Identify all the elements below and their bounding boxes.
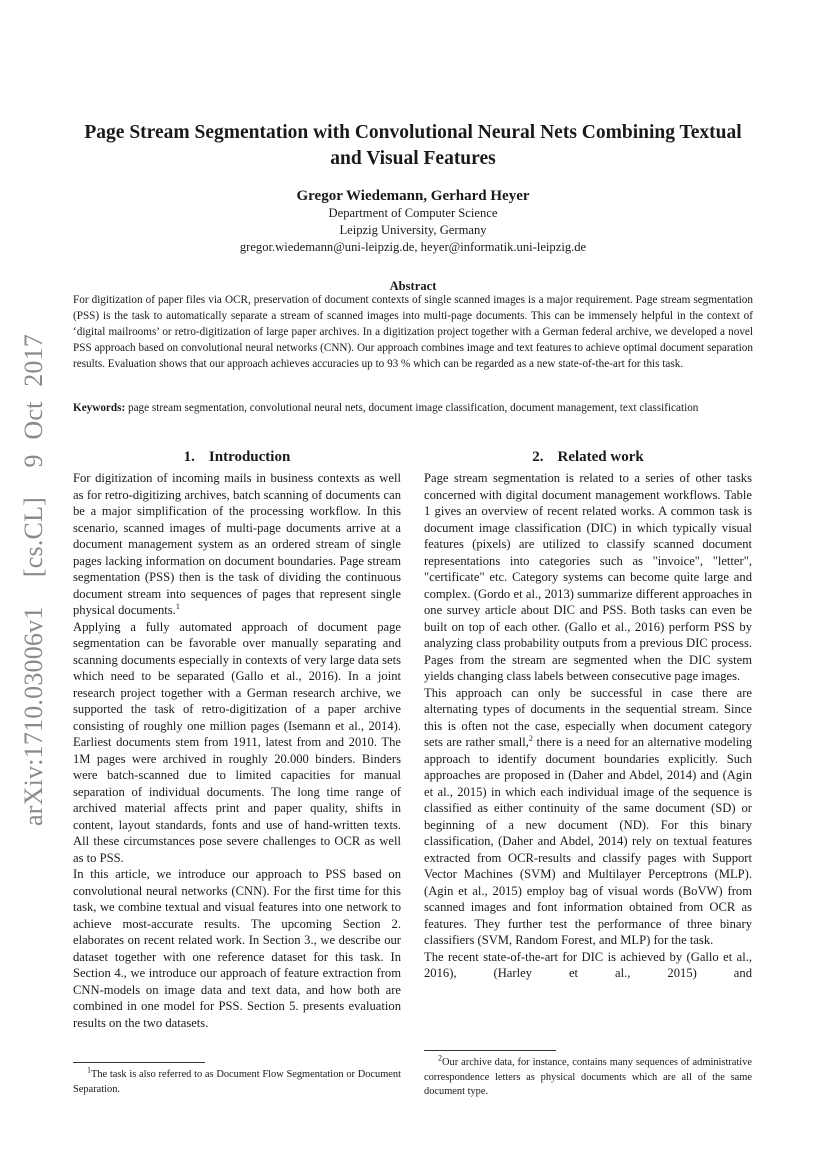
paragraph bbox=[424, 685, 752, 949]
arxiv-category: [cs.CL] bbox=[19, 496, 48, 578]
footnote-marker: 1 bbox=[87, 1065, 91, 1075]
right-column bbox=[424, 446, 752, 982]
arxiv-date: 9 Oct 2017 bbox=[19, 334, 48, 468]
footnote-area-right bbox=[424, 1050, 752, 1100]
arxiv-identifier-stamp bbox=[14, 334, 54, 826]
footnote-ref[interactable]: 1 bbox=[175, 601, 180, 611]
department: Department of Computer Science bbox=[328, 206, 498, 220]
footnote-ref[interactable]: 2 bbox=[528, 733, 533, 743]
section-heading-related-work bbox=[424, 446, 752, 468]
section-title: Introduction bbox=[208, 449, 291, 465]
paragraph: In this article, we introduce our approach to PSS based on convolutional neural networks (CNN). For the first time for this task, we combine textual and visual features into one network to achieve most-accurate results. The upcoming Section 2. elaborates on recent related work. In Section 3., we describe our dataset together with one reference dataset for this task. In Section 4., we introduce our approach of feature extraction from CNN-models on image data and text data, and how both are combined in one model for PSS. Section 5. presents evaluation results on the two datasets. bbox=[73, 867, 401, 1030]
section-heading-introduction bbox=[73, 446, 401, 468]
footnote-divider bbox=[424, 1050, 556, 1051]
footnote-2 bbox=[424, 1053, 752, 1100]
keywords bbox=[73, 400, 753, 416]
author-affiliation bbox=[73, 205, 753, 256]
keywords-label: Keywords: bbox=[73, 402, 126, 414]
section-number: 2. bbox=[532, 449, 544, 465]
paragraph-text: For digitization of incoming mails in business contexts as well as for retro-digitizing archives, batch scanning of documents can be a major simplification of the processing workflow. In this scenario, scanned images of multi-page documents arrive at a document management system as an ordered stream of single pages lacking information on document boundaries. Page stream segmentation (PSS) then is the task of dividing the continuous document stream into sequences of pages that represent single physical documents. bbox=[73, 471, 401, 617]
paragraph: Applying a fully automated approach of document page segmentation can be favorable over manually separating and scanning documents especially in contexts of very large data sets which need to be separated (Gallo et al., 2016). In a joint research project together with a German research archive, we supported the task of retro-digitization of a paper archive consisting of roughly one million pages (Isemann et al., 2014). Earliest documents stem from 1911, latest from and 2010. The 1M pages were archived in roughly 20.000 binders. Binders were batch-scanned due to limited capacities for manual separation of individual documents. The long time range of archived material affects print and paper quality, shifts in content, layout standards, fonts and use of hand-written texts. All these circumstances pose severe challenges to OCR as well as to PSS. bbox=[73, 619, 401, 865]
paragraph: The recent state-of-the-art for DIC is achieved by (Gallo et al., 2016), (Harley et al., 2015) and bbox=[424, 949, 752, 980]
footnote-text: The task is also referred to as Document Flow Segmentation or Document Separation. bbox=[73, 1069, 401, 1095]
footnote-divider bbox=[73, 1062, 205, 1063]
paragraph-text: This approach can only be successful in case there are alternating types of documents in the sequential stream. Since this is often not the case, especially when document category sets are rather small, bbox=[424, 685, 752, 749]
abstract-text: For digitization of paper files via OCR, preservation of document contexts of single scanned images is a major requirement. Page stream segmentation (PSS) is the task to automatically separate a stream of scanned images into multi-page documents. This can be immensely helpful in the context of ‘digital mailrooms’ or retro-digitization of large paper archives. In a digitization project together with a German federal archive, we developed a novel PSS approach based on convolutional neural networks (CNN). Our approach combines image and text features to achieve optimal document separation results. Evaluation shows that our approach achieves accuracies up to 93 % which can be regarded as a new state-of-the-art for this task. bbox=[73, 294, 753, 370]
paragraph: Page stream segmentation is related to a series of other tasks concerned with digital document management workflows. Table 1 gives an overview of recent related works. A common task is document image classification (DIC) in which typically visual features (pixels) are utilized to classify scanned document representations into categories such as "invoice", "letter", "certificate" etc. Category systems can become quite large and complex. (Gordo et al., 2013) summarize different approaches in one survey article about DIC and PSS. Both tasks can even be built on top of each other. (Gallo et al., 2016) perform PSS by analyzing class probability outputs from a previous DIC process. Pages from the stream are segmented when the DIC system yields changing class labels between consecutive page images. bbox=[424, 471, 752, 683]
left-column bbox=[73, 446, 401, 1031]
paper-title: Page Stream Segmentation with Convolutional Neural Nets Combining Textual and Visual Features bbox=[84, 122, 742, 169]
footnote-text: Our archive data, for instance, contains many sequences of administrative correspondence letters as physical documents which are all of the same document type. bbox=[424, 1057, 752, 1097]
arxiv-id: arXiv:1710.03006v1 bbox=[19, 606, 48, 826]
abstract-heading: Abstract bbox=[389, 279, 437, 293]
keywords-text: page stream segmentation, convolutional neural nets, document image classification, document management, text classification bbox=[128, 402, 699, 414]
institution: Leipzig University, Germany bbox=[339, 223, 487, 237]
footnote-marker: 2 bbox=[438, 1053, 442, 1063]
paragraph bbox=[73, 470, 401, 619]
arxiv-stamp-text bbox=[19, 334, 49, 826]
section-number: 1. bbox=[183, 449, 195, 465]
paragraph-text: there is a need for an alternative modeling approach to identify document boundaries explicitly. Such approaches are proposed in (Daher and Abdel, 2014) and (Agin et al., 2015) in which each individual image of the sequence is classified as either continuity of the same document (SD) or beginning of a new document (ND). For this binary classification, (Daher and Abdel, 2014) rely on textual features extracted from OCR-results and classify pages with Support Vector Machines (SVM) and Multilayer Perceptrons (MLP). (Agin et al., 2015) employ bag of visual words (BoVW) from scanned images and font information obtained from OCR as features. They further test the performance of three binary classifiers (SVM, Random Forest, and MLP) for the task. bbox=[424, 735, 752, 947]
paper-authors: Gregor Wiedemann, Gerhard Heyer bbox=[296, 188, 530, 204]
author-emails: gregor.wiedemann@uni-leipzig.de, heyer@informatik.uni-leipzig.de bbox=[239, 240, 587, 254]
section-title: Related work bbox=[557, 449, 644, 465]
footnote-1 bbox=[73, 1065, 401, 1097]
footnote-area-left bbox=[73, 1062, 401, 1097]
